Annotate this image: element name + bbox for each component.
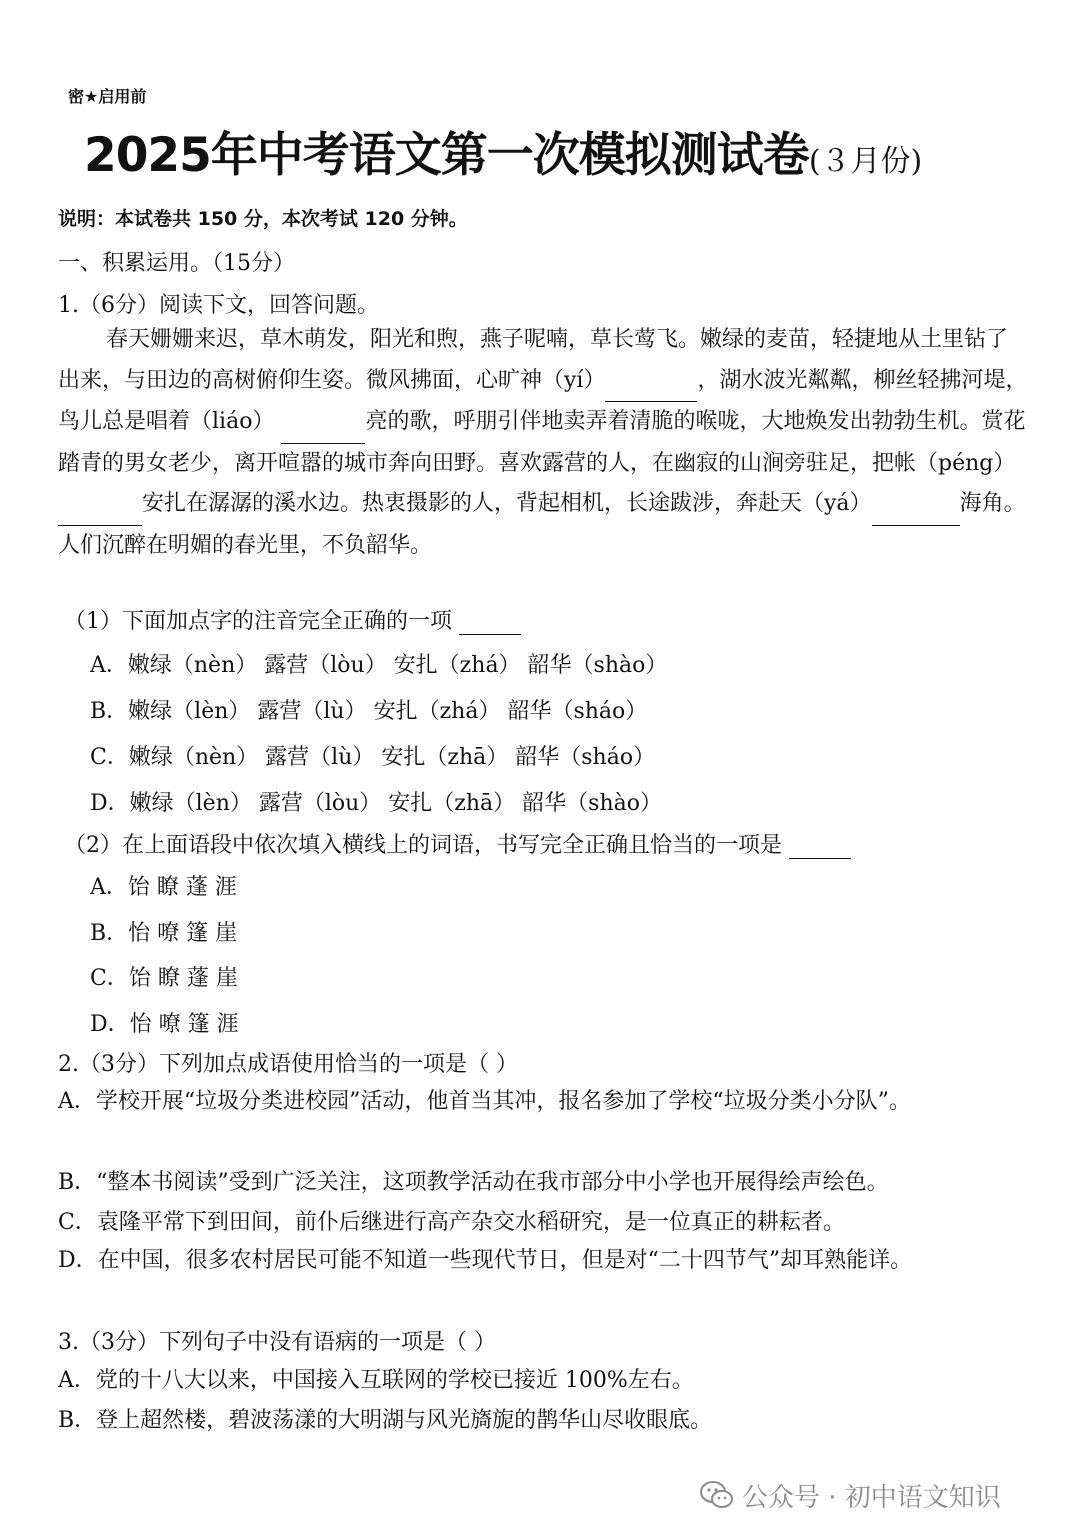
q2-option-d: D．在中国，很多农村居民可能不知道一些现代节日，但是对“二十四节气”却耳熟能详。	[58, 1248, 913, 1273]
q2-option-c: C．袁隆平常下到田间，前仆后继进行高产杂交水稻研究，是一位真正的耕耘者。	[58, 1210, 845, 1235]
q2-stem: 2.（3分）下列加点成语使用恰当的一项是（ ）	[58, 1052, 518, 1077]
q2-option-a: A．学校开展“垃圾分类进校园”活动，他首当其冲，报名参加了学校“垃圾分类小分队”。	[58, 1089, 911, 1114]
q1-sub2-option-d: D．怡 嘹 篷 涯	[90, 1012, 239, 1037]
q3-option-b: B．登上超然楼，碧波荡漾的大明湖与风光旖旎的鹊华山尽收眼底。	[58, 1408, 713, 1433]
passage-part-4: 安扎在潺潺的溪水边。热衷摄影的人，背起相机，长途跋涉，奔赴天（yá）	[142, 491, 872, 516]
passage-part-2: ，湖水波光粼粼，柳丝轻拂河堤，鸟儿总是唱着（liáo）	[58, 367, 1028, 434]
q1-sub2-option-b: B．怡 嘹 篷 崖	[90, 921, 238, 946]
passage-part-1: 春天姗姗来迟，草木萌发，阳光和煦，燕子呢喃，草长莺飞。嫩绿的麦苗，轻捷地从土里钻了出来，与田边的高树俯仰生姿。微风拂面，心旷神（yí）	[58, 327, 1009, 393]
passage-part-3: 亮的歌，呼朋引伴地卖弄着清脆的喉咙，大地焕发出勃勃生机。赏花踏青的男女老少，离开喧嚣的城市奔向田野。喜欢露营的人，在幽寂的山涧旁驻足，把帐（péng）	[58, 409, 1026, 476]
q1-sub2-stem	[64, 828, 851, 859]
q3-stem: 3.（3分）下列句子中没有语病的一项是（ ）	[58, 1330, 496, 1355]
watermark	[700, 1477, 1001, 1517]
q1-stem: 1.（6分）阅读下文，回答问题。	[58, 293, 379, 318]
sub2-answer-blank	[789, 833, 851, 859]
q1-sub2-option-c: C．饴 瞭 蓬 崖	[90, 966, 238, 991]
blank-1	[605, 361, 697, 403]
q1-sub1-stem-text: （1）下面加点字的注音完全正确的一项	[64, 609, 452, 634]
q1-sub1-stem	[64, 604, 521, 635]
section-heading: 一、积累运用。（15分）	[58, 251, 295, 276]
title-main: 2025年中考语文第一次模拟测试卷	[84, 128, 809, 183]
q1-sub1-option-a: A．嫩绿（nèn） 露营（lòu） 安扎（zhá） 韶华（shào）	[90, 653, 668, 678]
blank-2	[281, 402, 365, 444]
q3-option-a: A．党的十八大以来，中国接入互联网的学校已接近 100%左右。	[58, 1368, 694, 1393]
watermark-text: 公众号 · 初中语文知识	[742, 1483, 1001, 1513]
blank-3	[58, 484, 142, 526]
passage-part-5: 海角。人们沉醉在明媚的春光里，不负韶华。	[58, 491, 1026, 558]
q1-sub1-option-d: D．嫩绿（lèn） 露营（lòu） 安扎（zhā） 韶华（shào）	[90, 791, 662, 816]
q1-sub1-option-c: C．嫩绿（nèn） 露营（lù） 安扎（zhā） 韶华（sháo）	[90, 745, 656, 770]
instructions: 说明：本试卷共 150 分，本次考试 120 分钟。	[58, 208, 468, 230]
title-sub: (３月份)	[808, 144, 923, 179]
secret-label: 密★启用前	[68, 87, 147, 106]
wechat-icon	[700, 1480, 734, 1517]
sub1-answer-blank	[459, 609, 521, 635]
q1-sub2-stem-text: （2）在上面语段中依次填入横线上的词语，书写完全正确且恰当的一项是	[64, 833, 782, 858]
page-title	[84, 118, 922, 185]
q1-passage	[58, 320, 1028, 566]
q1-sub1-option-b: B．嫩绿（lèn） 露营（lù） 安扎（zhá） 韶华（sháo）	[90, 699, 648, 724]
q1-sub2-option-a: A．饴 瞭 蓬 涯	[90, 875, 237, 900]
blank-4	[872, 484, 960, 526]
q2-option-b: B．“整本书阅读”受到广泛关注，这项教学活动在我市部分中小学也开展得绘声绘色。	[58, 1170, 889, 1195]
